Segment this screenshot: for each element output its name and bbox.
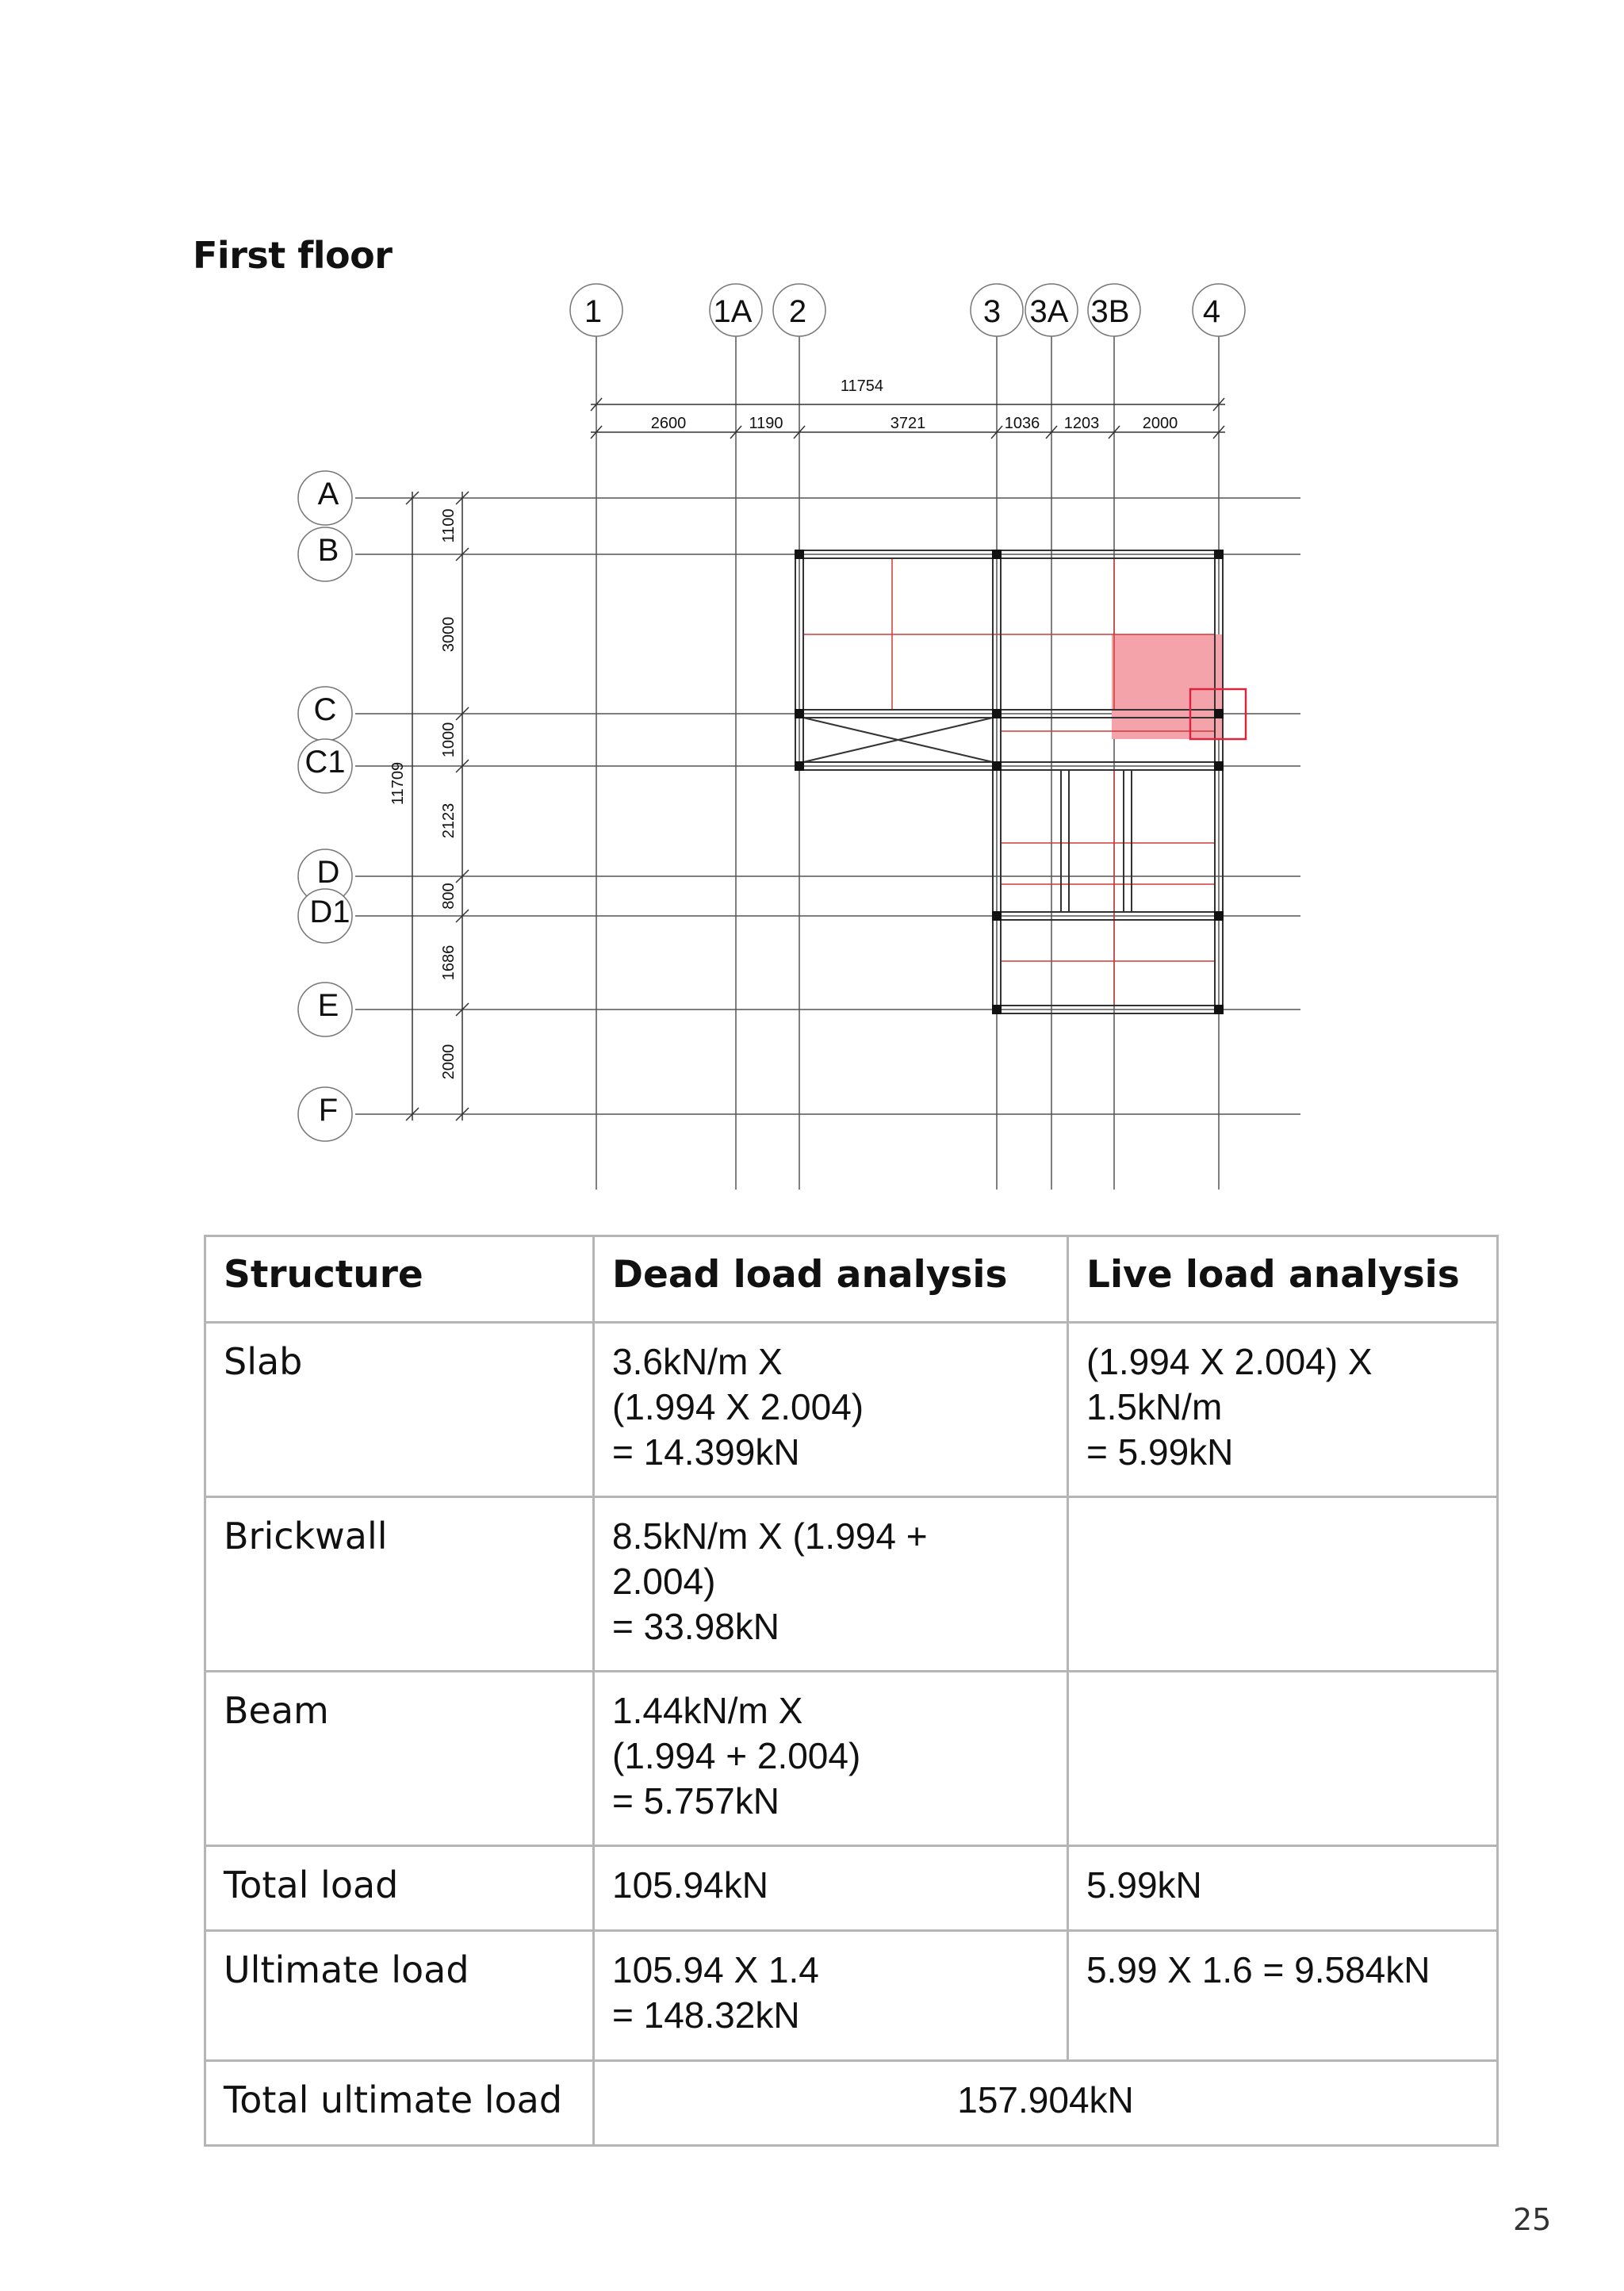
top-dimension: 2600 — [650, 415, 687, 432]
columns — [795, 550, 1224, 1014]
structure-cell: Slab — [205, 1323, 594, 1497]
table-row — [205, 1497, 1498, 1672]
column-axis-label: 3A — [1029, 294, 1069, 329]
left-dimension: 2000 — [440, 1044, 458, 1080]
table-total-row — [205, 2061, 1498, 2146]
dead-load-cell: 105.94 X 1.4 = 148.32kN — [594, 1931, 1068, 2061]
internal-red-lines — [802, 559, 1216, 1006]
dead-load-cell: 105.94kN — [594, 1846, 1068, 1931]
column-axis-label: 1 — [584, 294, 603, 329]
dead-load-cell: 1.44kN/m X (1.994 + 2.004) = 5.757kN — [594, 1672, 1068, 1846]
top-overall-dimension: 11754 — [840, 377, 884, 395]
left-dimension: 1686 — [440, 944, 458, 981]
table-row — [205, 1931, 1498, 2061]
row-axis-label: D1 — [309, 895, 350, 929]
row-axis-label: B — [317, 533, 339, 568]
top-dimension: 3721 — [890, 415, 926, 432]
row-axis-label: C1 — [304, 745, 346, 780]
top-dimension: 1036 — [1004, 415, 1040, 432]
column-axis-label: 1A — [713, 294, 753, 329]
row-axis-label: E — [317, 988, 339, 1023]
left-overall-dimension: 11709 — [389, 761, 407, 806]
table-row — [205, 1846, 1498, 1931]
structure-cell: Beam — [205, 1672, 594, 1846]
table-row — [205, 1323, 1498, 1497]
dead-load-cell: 8.5kN/m X (1.994 + 2.004) = 33.98kN — [594, 1497, 1068, 1672]
structure-cell: Total load — [205, 1846, 594, 1931]
left-dimension: 2123 — [440, 803, 458, 839]
structure-cell: Ultimate load — [205, 1931, 594, 2061]
live-load-cell: 5.99 X 1.6 = 9.584kN — [1068, 1931, 1498, 2061]
left-dimension: 800 — [440, 883, 458, 910]
header-live-load: Live load analysis — [1068, 1236, 1498, 1323]
live-load-cell — [1068, 1672, 1498, 1846]
header-structure: Structure — [205, 1236, 594, 1323]
left-dimension: 1100 — [440, 508, 458, 543]
live-load-cell: 5.99kN — [1068, 1846, 1498, 1931]
top-dimension: 2000 — [1142, 415, 1178, 432]
load-analysis-table — [204, 1235, 1499, 2147]
row-axis-label: F — [318, 1093, 339, 1128]
total-value-cell: 157.904kN — [594, 2061, 1498, 2146]
total-label-cell: Total ultimate load — [205, 2061, 594, 2146]
column-axis-label: 3 — [982, 294, 1002, 329]
top-dimension: 1203 — [1063, 415, 1100, 432]
row-axis-bubbles — [298, 471, 352, 1141]
table-row — [205, 1672, 1498, 1846]
highlighted-slab-panel — [1112, 634, 1223, 739]
left-dimension: 1000 — [440, 722, 458, 758]
dead-load-cell: 3.6kN/m X (1.994 X 2.004) = 14.399kN — [594, 1323, 1068, 1497]
column-axis-label: 4 — [1202, 294, 1221, 329]
live-load-cell — [1068, 1497, 1498, 1672]
row-axis-label: A — [317, 477, 339, 511]
column-axis-label: 3B — [1090, 294, 1130, 329]
table-header-row — [205, 1236, 1498, 1323]
row-axis-label: D — [316, 855, 340, 890]
live-load-cell: (1.994 X 2.004) X 1.5kN/m = 5.99kN — [1068, 1323, 1498, 1497]
page-heading: First floor — [193, 234, 393, 277]
column-axis-bubbles — [570, 284, 1245, 336]
page-number: 25 — [1513, 2202, 1552, 2237]
column-axis-label: 2 — [788, 294, 807, 329]
header-dead-load: Dead load analysis — [594, 1236, 1068, 1323]
structure-cell: Brickwall — [205, 1497, 594, 1672]
top-dimension: 1190 — [749, 415, 783, 432]
left-dimension: 3000 — [440, 616, 458, 653]
row-axis-label: C — [313, 692, 337, 727]
left-dimension-lines — [406, 492, 469, 1121]
beams — [795, 550, 1223, 1013]
